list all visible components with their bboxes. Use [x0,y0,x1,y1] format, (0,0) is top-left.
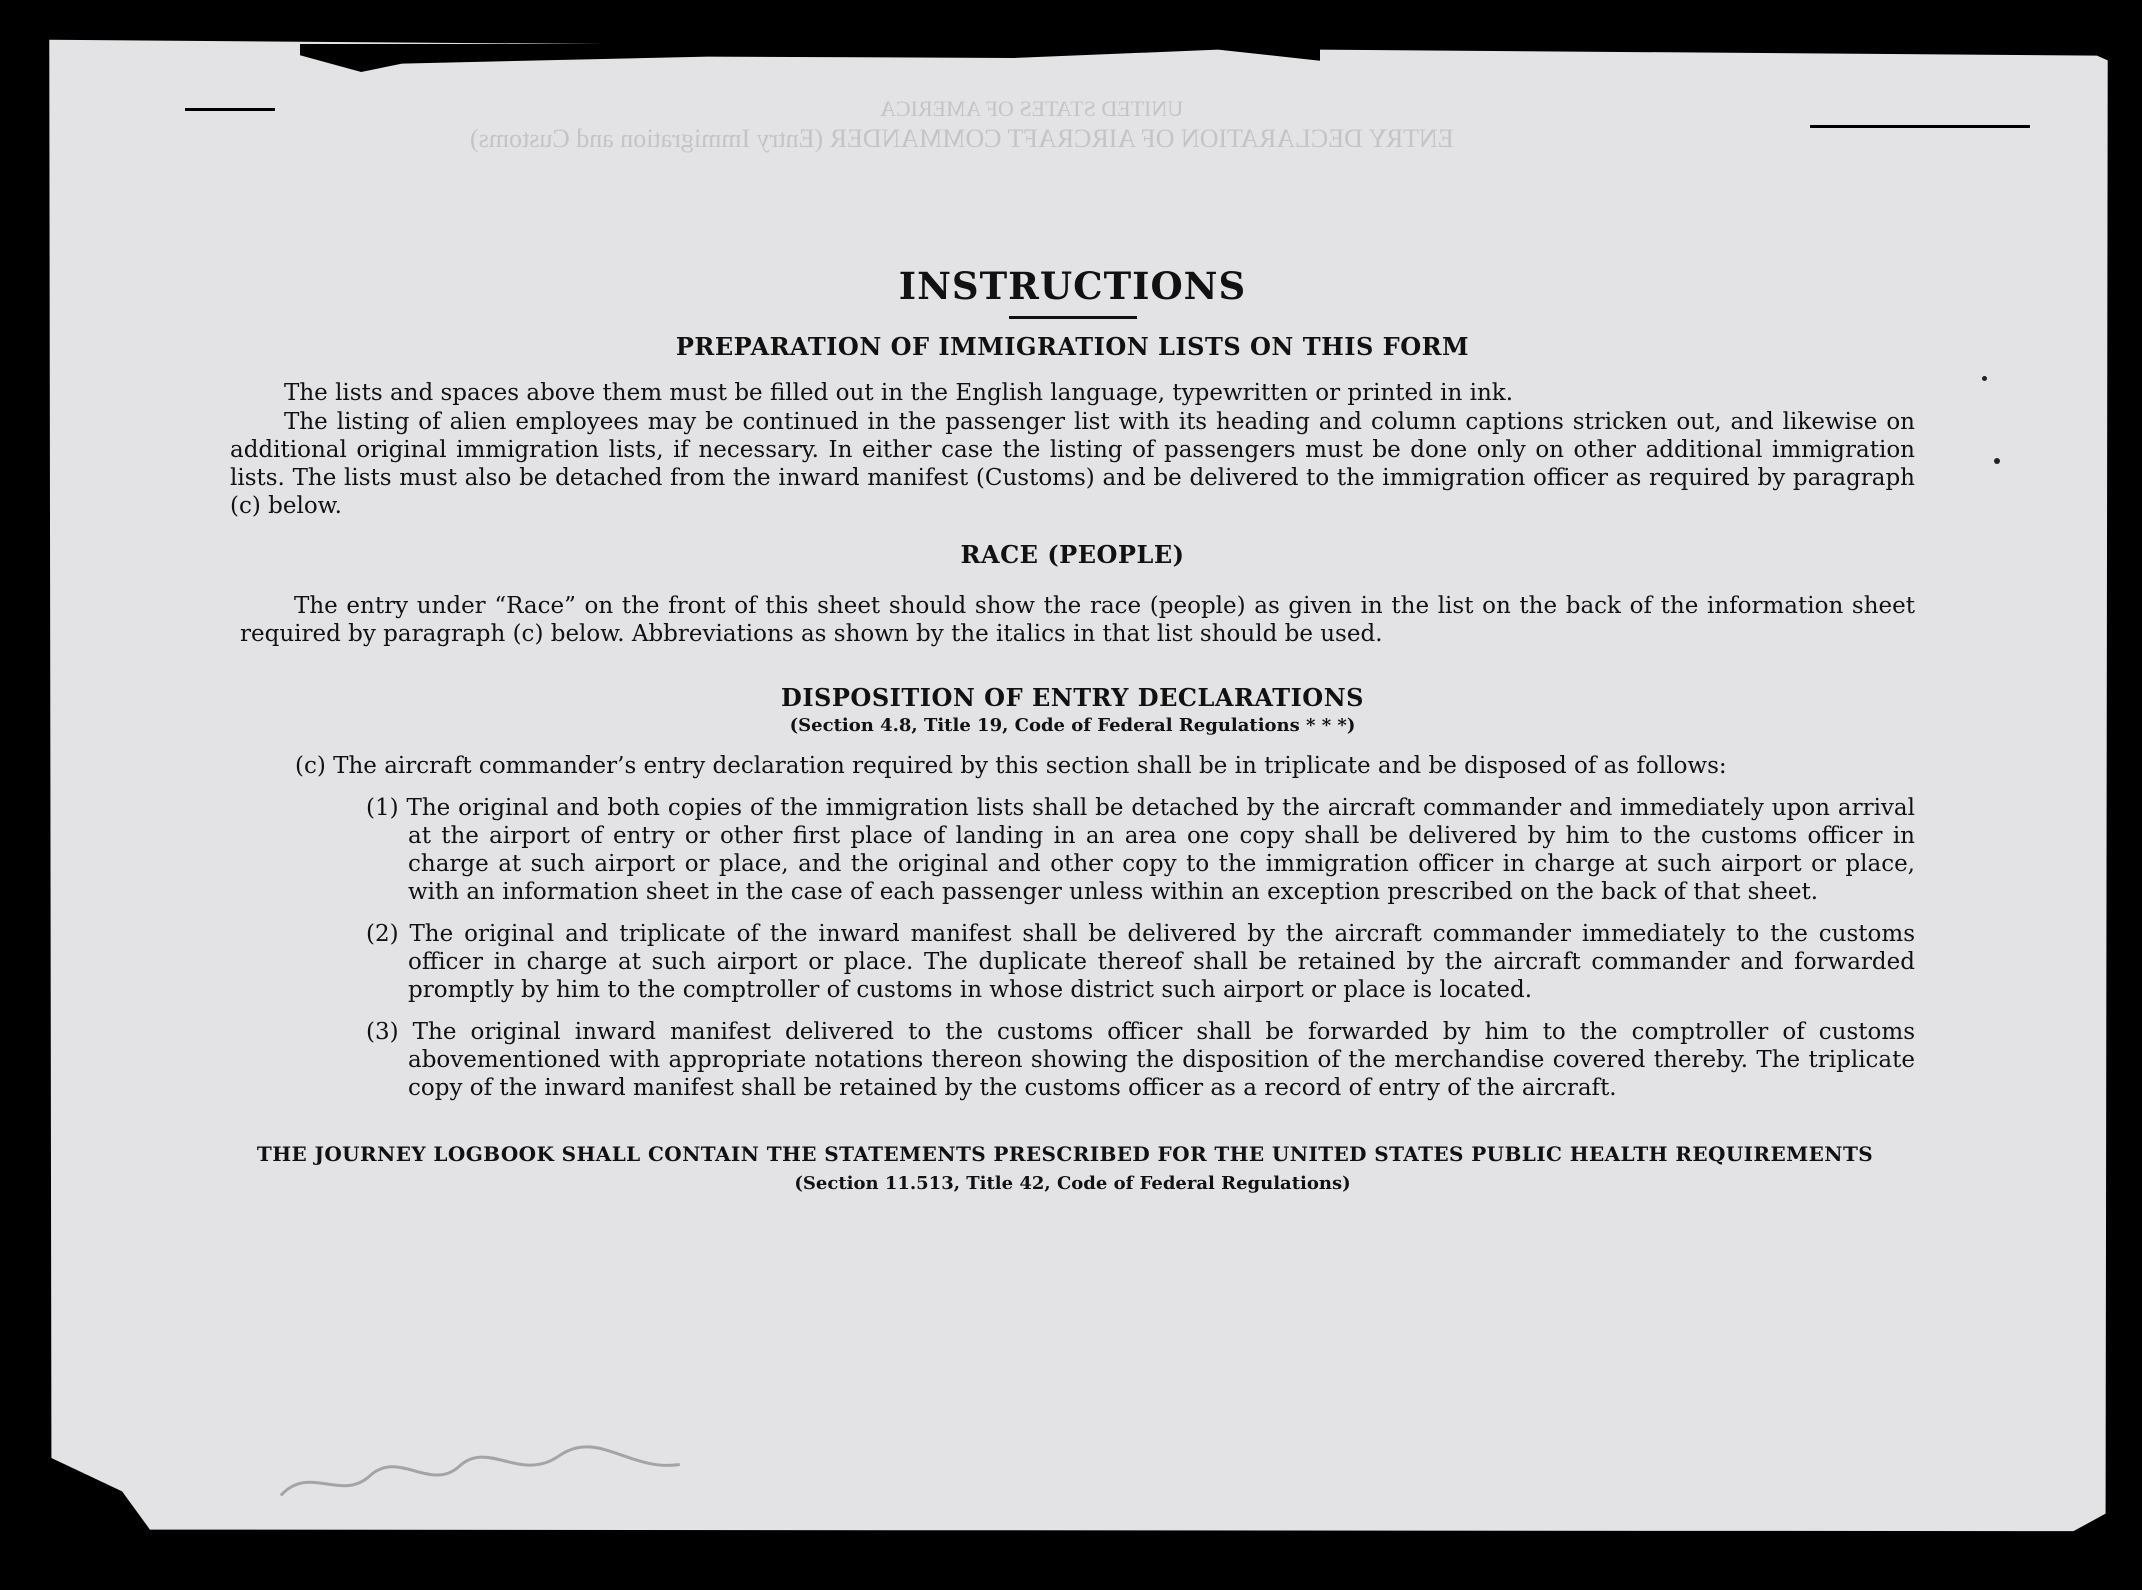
bleed-through-line-1: UNITED STATES OF AMERICA [880,96,1184,121]
logbook-statement: THE JOURNEY LOGBOOK SHALL CONTAIN THE STATEMENTS PRESCRIBED FOR THE UNITED STATES PUBLIC HEALTH REQUIREMENTS [256,1142,1874,1166]
section-heading-preparation: PREPARATION OF IMMIGRATION LISTS ON THIS FORM [675,332,1470,361]
dash-mark [1810,125,2030,128]
title-underline [1009,316,1137,319]
dash-mark [185,108,275,111]
paragraph-race-entry: The entry under “Race” on the front of this sheet should show the race (people) as given in the list on the back of the information sheet required by paragraph (c) below. Abbreviations as shown by the italics in that list should be used. [240,593,1915,647]
paragraph-english-language: The lists and spaces above them must be filled out in the English language, typewritten or printed in ink. [284,380,1514,406]
instructions-document [230,262,1915,1198]
document-title: INSTRUCTIONS [898,264,1247,308]
ink-speck [1982,376,1987,381]
ink-speck [1994,458,2000,464]
logbook-citation: (Section 11.513, Title 42, Code of Federal Regulations) [794,1173,1351,1194]
section-heading-race: RACE (PEOPLE) [960,540,1185,569]
disposition-item-2: (2) The original and triplicate of the inward manifest shall be delivered by the aircraft commander immediately to the customs officer in charge at such airport or place. The duplicate thereof shall be retained by the aircraft commander and forwarded promptly by him to the comptroller of customs in whose district such airport or place is located. [366,921,1915,1003]
disposition-item-3: (3) The original inward manifest delivered to the customs officer shall be forwarded by him to the comptroller of customs abovementioned with appropriate notations thereon showing the disposition of the merchandise covered thereby. The triplicate copy of the inward manifest shall be retained by the customs officer as a record of entry of the aircraft. [366,1019,1915,1101]
disposition-intro: (c) The aircraft commander’s entry declaration required by this section shall be in triplicate and be disposed of as follows: [295,753,1727,779]
disposition-citation: (Section 4.8, Title 19, Code of Federal Regulations * * *) [789,715,1356,736]
paragraph-alien-employees: The listing of alien employees may be continued in the passenger list with its heading and column captions stricken out, and likewise on additional original immigration lists, if necessary. In either case the listing of passengers must be done only on other additional immigration lists. The lists must also be detached from the inward manifest (Customs) and be delivered to the immigration officer as required by paragraph (c) below. [230,409,1915,519]
disposition-item-1: (1) The original and both copies of the immigration lists shall be detached by the aircraft commander and immediately upon arrival at the airport of entry or other first place of landing in an area one copy shall be delivered by him to the customs officer in charge at such airport or place, and the original and other copy to the immigration officer in charge at such airport or place, with an information sheet in the case of each passenger unless within an exception prescribed on the back of that sheet. [366,795,1915,905]
bleed-through-line-2: ENTRY DECLARATION OF AIRCRAFT COMMANDER (Entry Immigration and Customs) [470,124,1454,153]
section-heading-disposition: DISPOSITION OF ENTRY DECLARATIONS [781,683,1364,712]
